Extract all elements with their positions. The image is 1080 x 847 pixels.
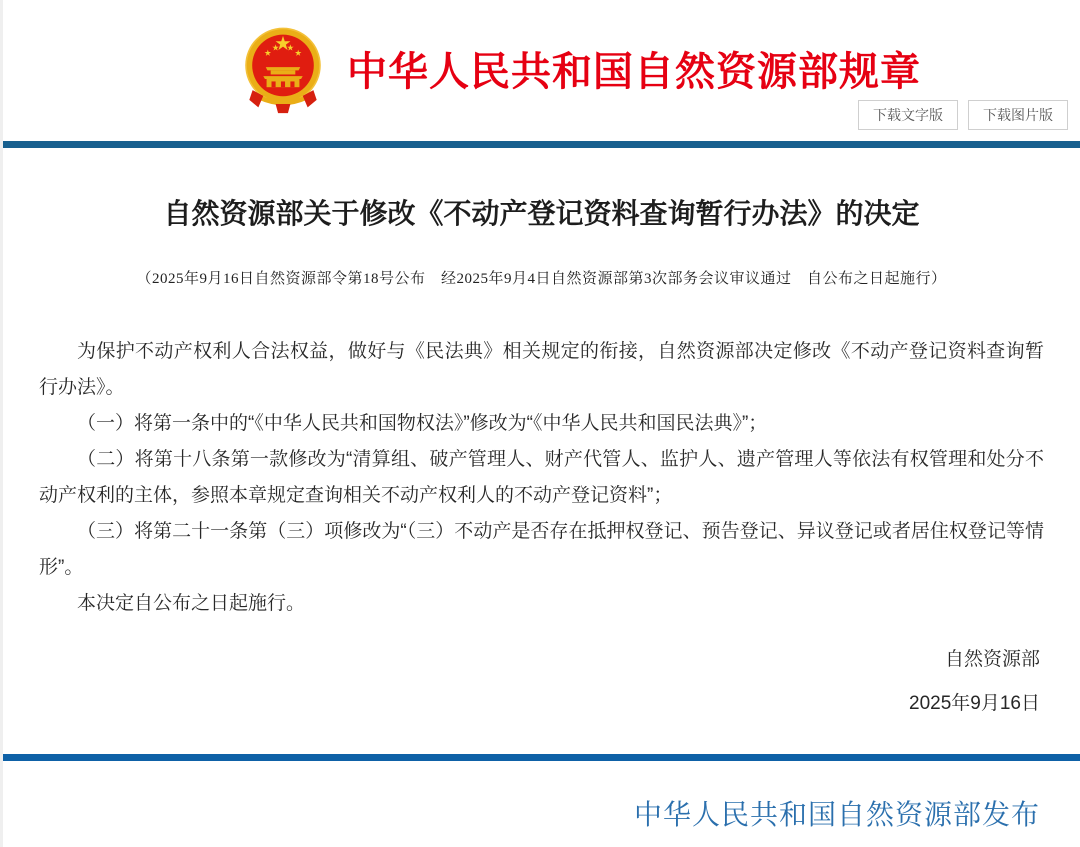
paragraph: 本决定自公布之日起施行。: [77, 592, 306, 614]
top-divider-bar: [3, 141, 1080, 148]
national-emblem-icon: [241, 26, 325, 118]
footer-publisher: 中华人民共和国自然资源部发布: [633, 798, 1040, 830]
download-image-button[interactable]: 下载图片版: [968, 100, 1068, 130]
document-title: 自然资源部关于修改《不动产登记资料查询暂行办法》的决定: [163, 198, 920, 229]
paragraph: （三）将第二十一条第（三）项修改为“（三）不动产是否存在抵押权登记、预告登记、异议登记或者居住权登记等情形”。: [39, 520, 1044, 578]
paragraph: （一）将第一条中的“《中华人民共和国物权法》”修改为“《中华人民共和国民法典》”；: [77, 412, 768, 434]
masthead: [3, 0, 1080, 141]
site-footer: [3, 761, 1080, 832]
paragraph: 为保护不动产权利人合法权益，做好与《民法典》相关规定的衔接，自然资源部决定修改《不动产登记资料查询暂行办法》。: [39, 340, 1044, 398]
document-meta: （2025年9月16日自然资源部令第18号公布 经2025年9月4日自然资源部第3次部务会议审议通过 自公布之日起施行）: [136, 270, 947, 287]
signature-block: [39, 648, 1044, 716]
download-text-button[interactable]: 下载文字版: [858, 100, 958, 130]
document-area: [3, 195, 1080, 716]
signature-authority: 自然资源部: [944, 648, 1040, 670]
paragraph: （二）将第十八条第一款修改为“清算组、破产管理人、财产代管人、监护人、遗产管理人等依法有权管理和处分不动产权利的主体，参照本章规定查询相关不动产权利人的不动产登记资料”；: [39, 448, 1044, 506]
site-title: 中华人民共和国自然资源部规章: [347, 50, 921, 94]
document-body: [39, 334, 1044, 622]
download-buttons: [858, 100, 1068, 130]
signature-date: 2025年9月16日: [909, 692, 1040, 714]
bottom-divider-bar: [3, 754, 1080, 761]
brand: [241, 26, 921, 118]
